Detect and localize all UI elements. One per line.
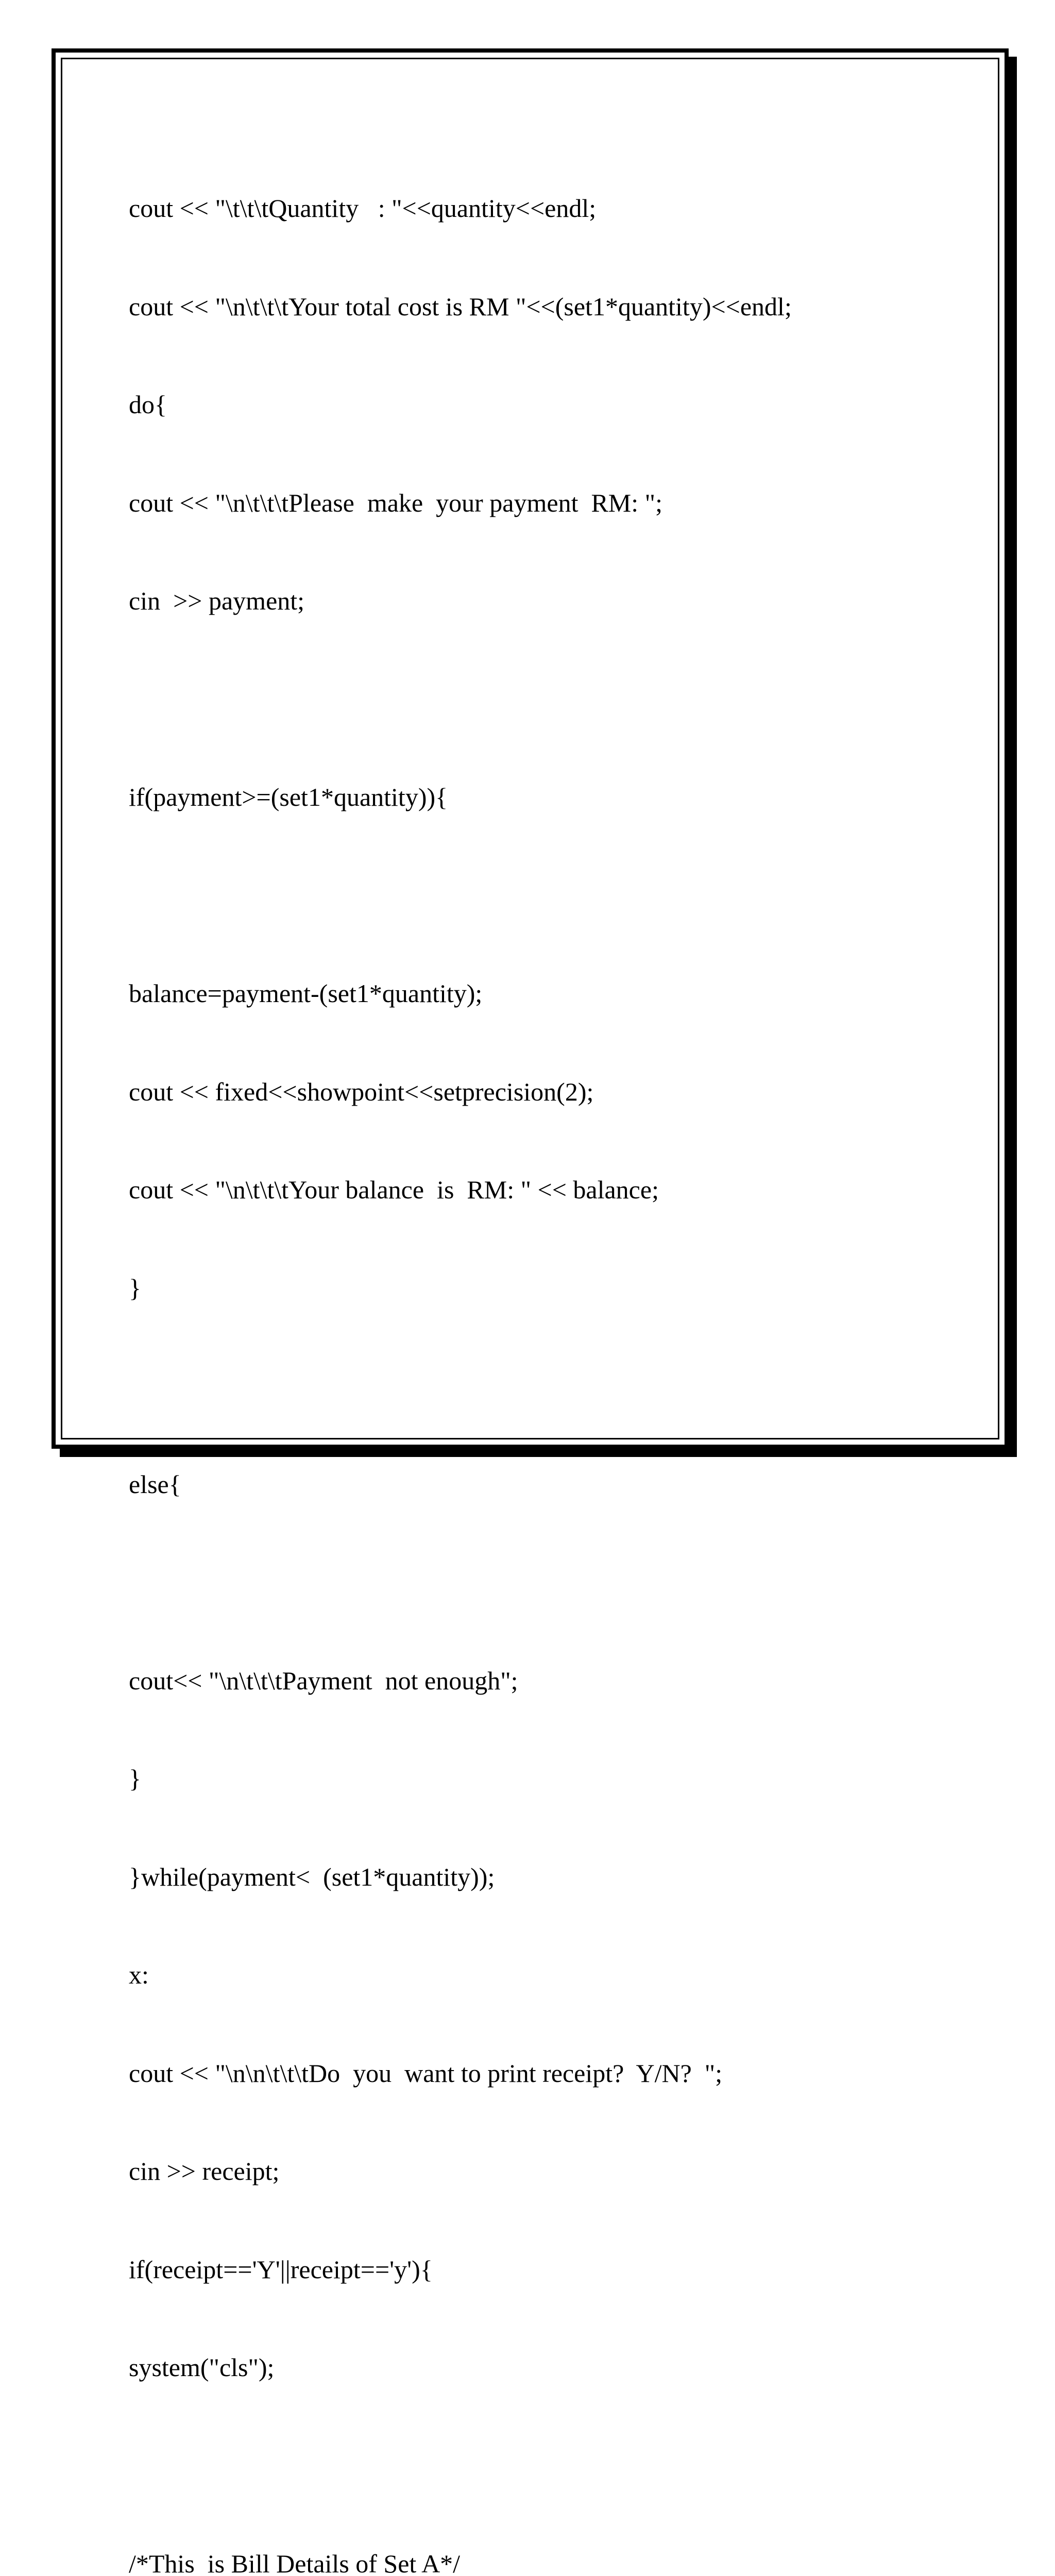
code-line: cout<< "\n\t\t\tPayment not enough"; xyxy=(129,1666,518,1695)
code-line: if(payment>=(set1*quantity)){ xyxy=(129,783,448,811)
code-line: else{ xyxy=(129,1469,181,1499)
code-line: x: xyxy=(129,1960,149,1989)
code-line: do{ xyxy=(129,390,167,419)
code-line xyxy=(129,1370,840,1403)
code-line: if(receipt=='Y'||receipt=='y'){ xyxy=(129,2255,433,2284)
code-line: cout << "\n\n\t\t\tDo you want to print receipt? Y/N? "; xyxy=(129,2058,723,2088)
code-comment: /*This is Bill Details of Set A*/ xyxy=(129,2549,461,2576)
code-line: system("cls"); xyxy=(129,2353,275,2382)
code-line: cout << "\t\t\tQuantity : "<<quantity<<endl; xyxy=(129,194,597,223)
code-line: } xyxy=(129,1764,141,1793)
code-line xyxy=(129,683,840,716)
code-line: cout << "\n\t\t\tYour total cost is RM "<<(set1*quantity)<<endl; xyxy=(129,292,792,321)
code-line: cout << "\n\t\t\tPlease make your payment RM: "; xyxy=(129,488,662,517)
code-line: } xyxy=(129,1273,141,1302)
code-line xyxy=(129,2450,840,2483)
code-line xyxy=(129,1566,840,1599)
code-line: cin >> receipt; xyxy=(129,2157,280,2185)
code-line: balance=payment-(set1*quantity); xyxy=(129,979,483,1008)
code-line: cout << "\n\t\t\tYour balance is RM: " << balance; xyxy=(129,1175,659,1204)
code-line xyxy=(129,879,840,912)
code-line: cout << fixed<<showpoint<<setprecision(2); xyxy=(129,1077,594,1106)
code-listing xyxy=(129,127,840,2576)
code-line: cin >> payment; xyxy=(129,586,305,615)
code-line: }while(payment< (set1*quantity)); xyxy=(129,1862,495,1891)
